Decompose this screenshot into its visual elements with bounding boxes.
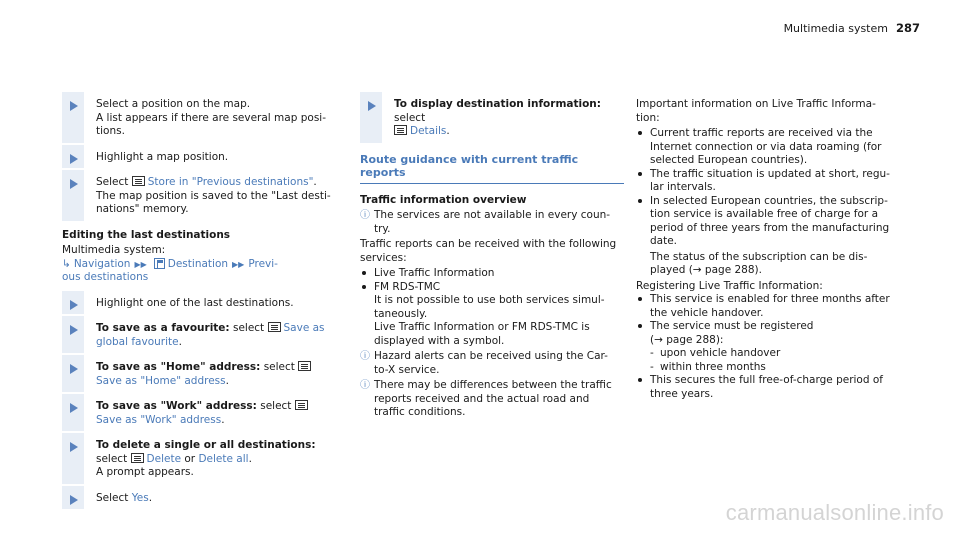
fm-rds-details: It is not possible to use both services simul- taneously. Live Traffic Information or FM RDS-TMC is displayed with a symbol. [374, 294, 605, 347]
menu-delete-link[interactable]: Delete [146, 452, 182, 465]
subsection-heading: Traffic information overview [360, 193, 527, 206]
path-separator-icon: ▶▶ [134, 259, 147, 269]
important-intro: Important information on Live Traffic Informa- tion: [636, 98, 876, 124]
note-hazard: ⓘ Hazard alerts can be received using the Car- to-X service. [360, 350, 608, 376]
registering-heading: Registering Live Traffic Information: [636, 279, 823, 292]
step-arrow-icon [70, 300, 78, 310]
info-icon: ⓘ [360, 351, 370, 362]
path-navigation[interactable]: Navigation [73, 257, 131, 270]
page-header [784, 22, 920, 36]
menu-save-home-link[interactable]: Save as "Home" address [96, 374, 226, 387]
flag-icon [154, 258, 165, 269]
info-icon: ⓘ [360, 380, 370, 391]
menu-icon [394, 125, 407, 135]
menu-save-as-link[interactable]: Save as [283, 322, 325, 334]
watermark: carmanualsonline.info [725, 499, 944, 525]
path-separator-icon: ▶▶ [232, 259, 245, 269]
step-arrow-icon [70, 101, 78, 111]
step-delete: To delete a single or all destinations: select Delete or Delete all. A prompt appears. [62, 439, 348, 480]
menu-path [62, 258, 348, 285]
bullet-live-traffic: Live Traffic Information [360, 267, 624, 281]
step-arrow-icon [70, 442, 78, 452]
bullet-current-reports: Current traffic reports are received via the Internet connection or via data roaming (for selected European countries). [636, 127, 904, 168]
path-destination[interactable]: Destination [167, 257, 229, 270]
menu-icon [132, 176, 145, 186]
menu-global-favourite-link[interactable]: global favourite [96, 335, 179, 348]
column-left [62, 98, 348, 517]
bullet-enabled: This service is enabled for three months after the vehicle handover. [636, 293, 904, 320]
step-arrow-icon [70, 179, 78, 189]
menu-details-link[interactable]: Details [410, 125, 447, 137]
editing-subline: Multimedia system: [62, 244, 166, 256]
step-select-position: Select a position on the map. A list appears if there are several map posi- tions. [62, 98, 348, 139]
bullet-secures: This secures the full free-of-charge period of three years. [636, 374, 904, 401]
step-arrow-icon [70, 325, 78, 335]
step-save-home: To save as "Home" address: select Save as "Home" address. [62, 361, 348, 388]
step-arrow-icon [70, 364, 78, 374]
services-intro: Traffic reports can be received with the following services: [360, 238, 617, 264]
step-highlight-last: Highlight one of the last destinations. [62, 297, 348, 311]
section-title: Route guidance with current traffic reports [360, 153, 624, 184]
bullet-updated: The traffic situation is updated at short, regu- lar intervals. [636, 168, 904, 195]
step-save-favourite: To save as a favourite: select Save as global favourite. [62, 322, 348, 349]
menu-yes-link[interactable]: Yes [131, 491, 149, 504]
step-arrow-icon [70, 154, 78, 164]
step-display-details: To display destination information: select Details. [360, 98, 624, 139]
menu-icon [268, 322, 281, 332]
step-arrow-icon [368, 101, 376, 111]
bullet-subscription: In selected European countries, the subscrip- tion service is available free of charge for a period of three years from the manufacturing date. The status of the subscription can be dis- played (→ page 288). [636, 195, 904, 278]
step-select-yes: Select Yes. [62, 492, 348, 506]
editing-heading: Editing the last destinations [62, 228, 231, 241]
menu-store-previous-link[interactable]: Store in "Previous destinations" [147, 176, 314, 188]
menu-icon [298, 361, 311, 371]
menu-delete-all-link[interactable]: Delete all [198, 452, 249, 465]
note-differences: ⓘ There may be differences between the traffic reports received and the actual road and traffic conditions. [360, 379, 612, 418]
step-save-work: To save as "Work" address: select Save as "Work" address. [62, 400, 348, 427]
menu-icon [295, 400, 308, 410]
header-title: Multimedia system [783, 22, 888, 35]
dash-handover: - upon vehicle handover [636, 347, 904, 361]
column-right [636, 98, 904, 401]
step-arrow-icon [70, 495, 78, 505]
step-arrow-icon [70, 403, 78, 413]
info-icon: ⓘ [360, 210, 370, 221]
page-number: 287 [895, 21, 920, 35]
menu-icon [131, 453, 144, 463]
bullet-registered: The service must be registered (→ page 288): [636, 320, 904, 347]
path-previous-1[interactable]: Previ- [248, 257, 278, 270]
menu-save-work-link[interactable]: Save as "Work" address [96, 413, 222, 426]
dash-three-months: - within three months [636, 361, 904, 375]
step-store-previous: Select Store in "Previous destinations". The map position is saved to the "Last desti- nations" memory. [62, 176, 348, 217]
bullet-fm-rds: FM RDS-TMC [360, 281, 624, 295]
column-middle [360, 98, 624, 422]
path-previous-2[interactable]: ous destinations [62, 271, 149, 283]
step-highlight-position: Highlight a map position. [62, 151, 348, 165]
path-enter-icon: ↳ [62, 257, 71, 270]
note-availability: ⓘ The services are not available in every coun- try. [360, 209, 611, 235]
